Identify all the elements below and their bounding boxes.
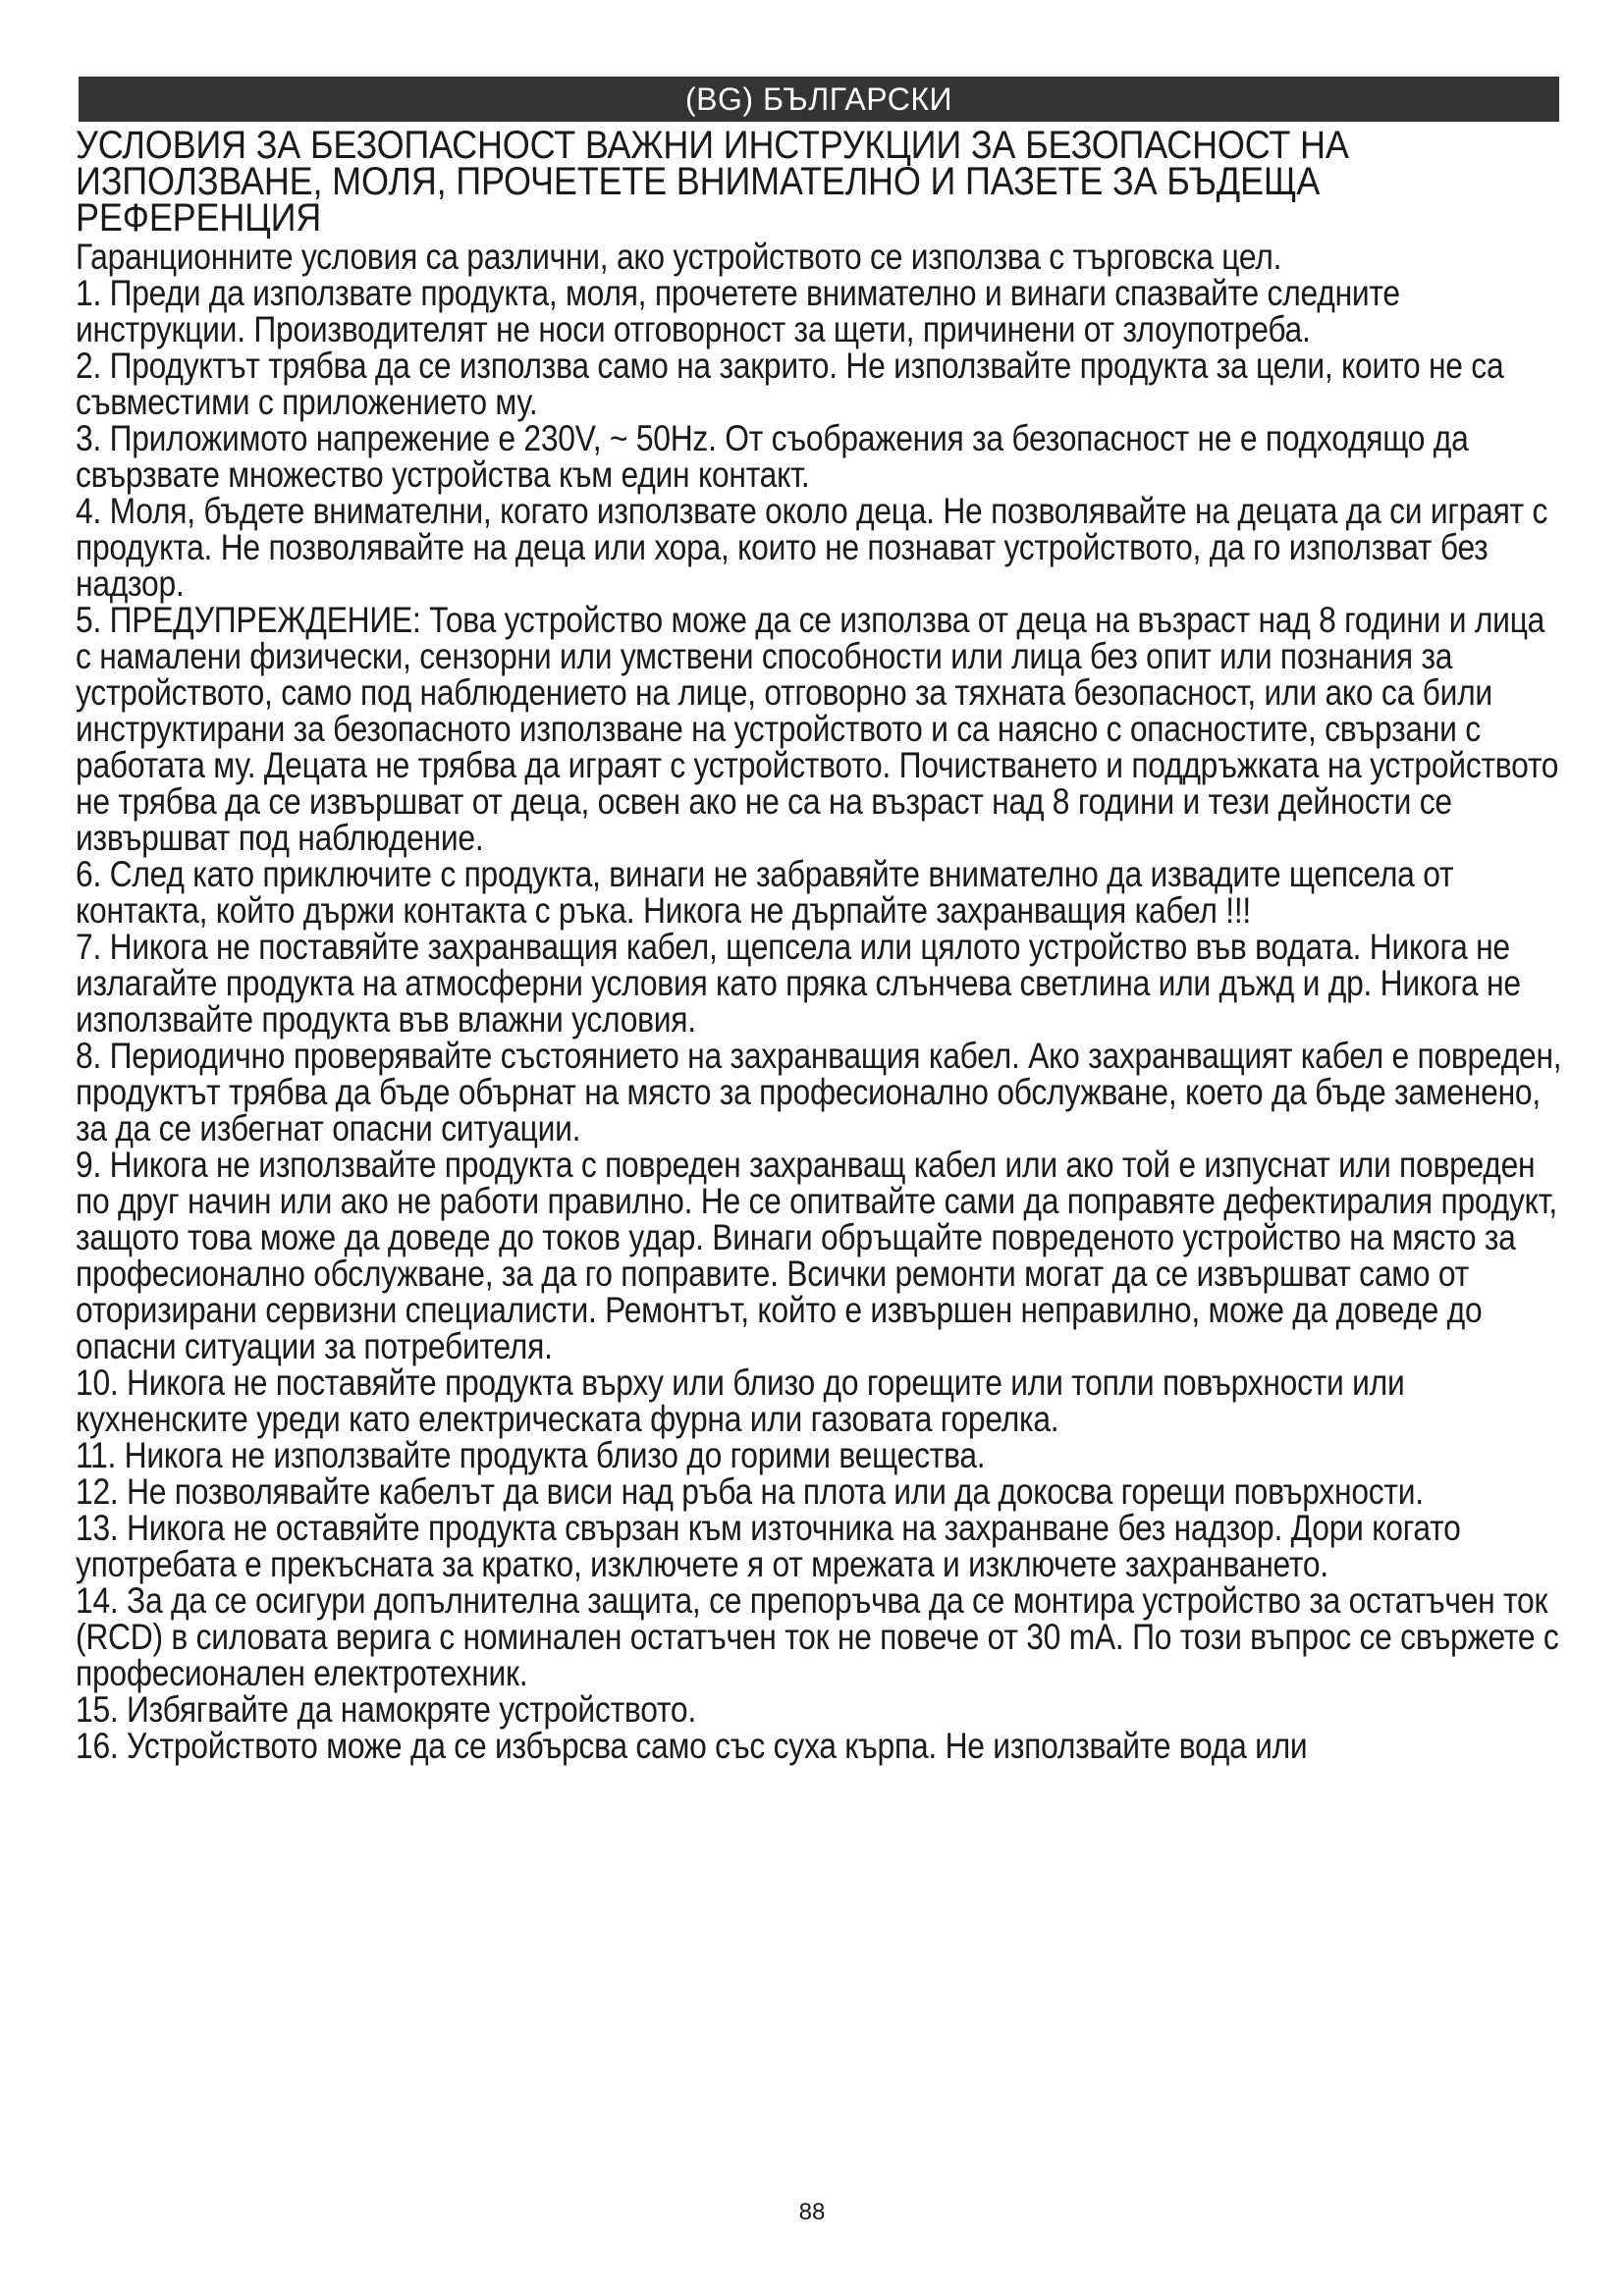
instruction-item-14: 14. За да се осигури допълнителна защита, се препоръчва да се монтира устройство за остатъчен ток (RCD) в силовата верига с номинален остатъчен ток не повече от 30 mA. По този въпрос се свържете с професионален електротехник. bbox=[76, 1580, 1559, 1693]
safety-text-block bbox=[76, 239, 1563, 1764]
instruction-item-16: 16. Устройството може да се избърсва само със суха кърпа. Не използвайте вода или bbox=[76, 1726, 1308, 1766]
safety-section bbox=[76, 124, 1563, 1766]
instruction-item-6: 6. След като приключите с продукта, винаги не забравяйте внимателно да извадите щепсела от контакта, който държи контакта с ръка. Никога не дърпайте захранващия кабел !!! bbox=[76, 854, 1454, 931]
instruction-item-3: 3. Приложимото напрежение е 230V, ~ 50Hz. От съображения за безопасност не е подходящо да свързвате множество устройства към един контакт. bbox=[76, 418, 1469, 495]
instruction-item-4: 4. Моля, бъдете внимателни, когато използвате около деца. Не позволявайте на децата да си играят с продукта. Не позволявайте на деца или хора, които не познават устройството, да го използват без надзор. bbox=[76, 491, 1548, 604]
instruction-item-15: 15. Избягвайте да намокряте устройството. bbox=[76, 1689, 696, 1730]
instruction-item-9: 9. Никога не използвайте продукта с повреден захранващ кабел или ако той е изпуснат или повреден по друг начин или ако не работи правилно. Не се опитвайте сами да поправяте дефектиралия продукт, защото това може да доведе до токов удар. Винаги обръщайте повреденото устройство на място за професионално обслужване, за да го поправите. Всички ремонти могат да се извършват само от оторизирани сервизни специалисти. Ремонтът, който е извършен неправилно, може да доведе до опасни ситуации за потребителя. bbox=[76, 1145, 1557, 1366]
instruction-item-13: 13. Никога не оставяйте продукта свързан към източника на захранване без надзор. Дори когато употребата е прекъсната за кратко, изключете я от мрежата и изключете захранването. bbox=[76, 1508, 1461, 1584]
page-number: 88 bbox=[798, 2199, 826, 2225]
instruction-item-5: 5. ПРЕДУПРЕЖДЕНИЕ: Това устройство може да се използва от деца на възраст над 8 години и лица с намалени физически, сензорни или умствени способности или лица без опит или познания за устройството, само под наблюдението на лице, отговорно за тяхната безопасност, или ако са били инструктирани за безопасното използване на устройството и са наясно с опасностите, свързани с работата му. Децата не трябва да играят с устройството. Почистването и поддръжката на устройството не трябва да се извършват от деца, освен ако не са на възраст над 8 години и тези дейности се извършват под наблюдение. bbox=[76, 600, 1559, 858]
instruction-item-1: 1. Преди да използвате продукта, моля, прочетете внимателно и винаги спазвайте следните инструкции. Производителят не носи отговорност за щети, причинени от злоупотреба. bbox=[76, 273, 1400, 349]
instruction-item-7: 7. Никога не поставяйте захранващия кабел, щепсела или цялото устройство във водата. Никога не излагайте продукта на атмосферни условия като пряка слънчева светлина или дъжд и др. Никога не използвайте продукта във влажни условия. bbox=[76, 927, 1521, 1040]
language-label: (BG) БЪЛГАРСКИ bbox=[685, 80, 952, 117]
instruction-item-8: 8. Периодично проверявайте състоянието на захранващия кабел. Ако захранващият кабел е повреден, продуктът трябва да бъде обърнат на място за професионално обслужване, което да бъде заменено, за да се избегнат опасни ситуации. bbox=[76, 1036, 1562, 1148]
instruction-item-10: 10. Никога не поставяйте продукта върху или близо до горещите или топли повърхности или кухненските уреди като електрическата фурна или газовата горелка. bbox=[76, 1362, 1405, 1439]
instruction-item-11: 11. Никога не използвайте продукта близо до горими вещества. bbox=[76, 1435, 986, 1475]
section-title: УСЛОВИЯ ЗА БЕЗОПАСНОСТ ВАЖНИ ИНСТРУКЦИИ ЗА БЕЗОПАСНОСТ НА ИЗПОЛЗВАНЕ, МОЛЯ, ПРОЧЕТЕТЕ ВНИМАТЕЛНО И ПАЗЕТЕ ЗА БЪДЕЩА РЕФЕРЕНЦИЯ bbox=[76, 124, 1349, 240]
language-header-bar bbox=[79, 77, 1559, 122]
warranty-note: Гаранционните условия са различни, ако устройството се използва с търговска цел. bbox=[76, 237, 1282, 277]
instruction-item-2: 2. Продуктът трябва да се използва само на закрито. Не използвайте продукта за цели, които не са съвместими с приложението му. bbox=[76, 346, 1504, 422]
instruction-item-12: 12. Не позволявайте кабелът да виси над ръба на плота или да докосва горещи повърхности. bbox=[76, 1471, 1424, 1512]
